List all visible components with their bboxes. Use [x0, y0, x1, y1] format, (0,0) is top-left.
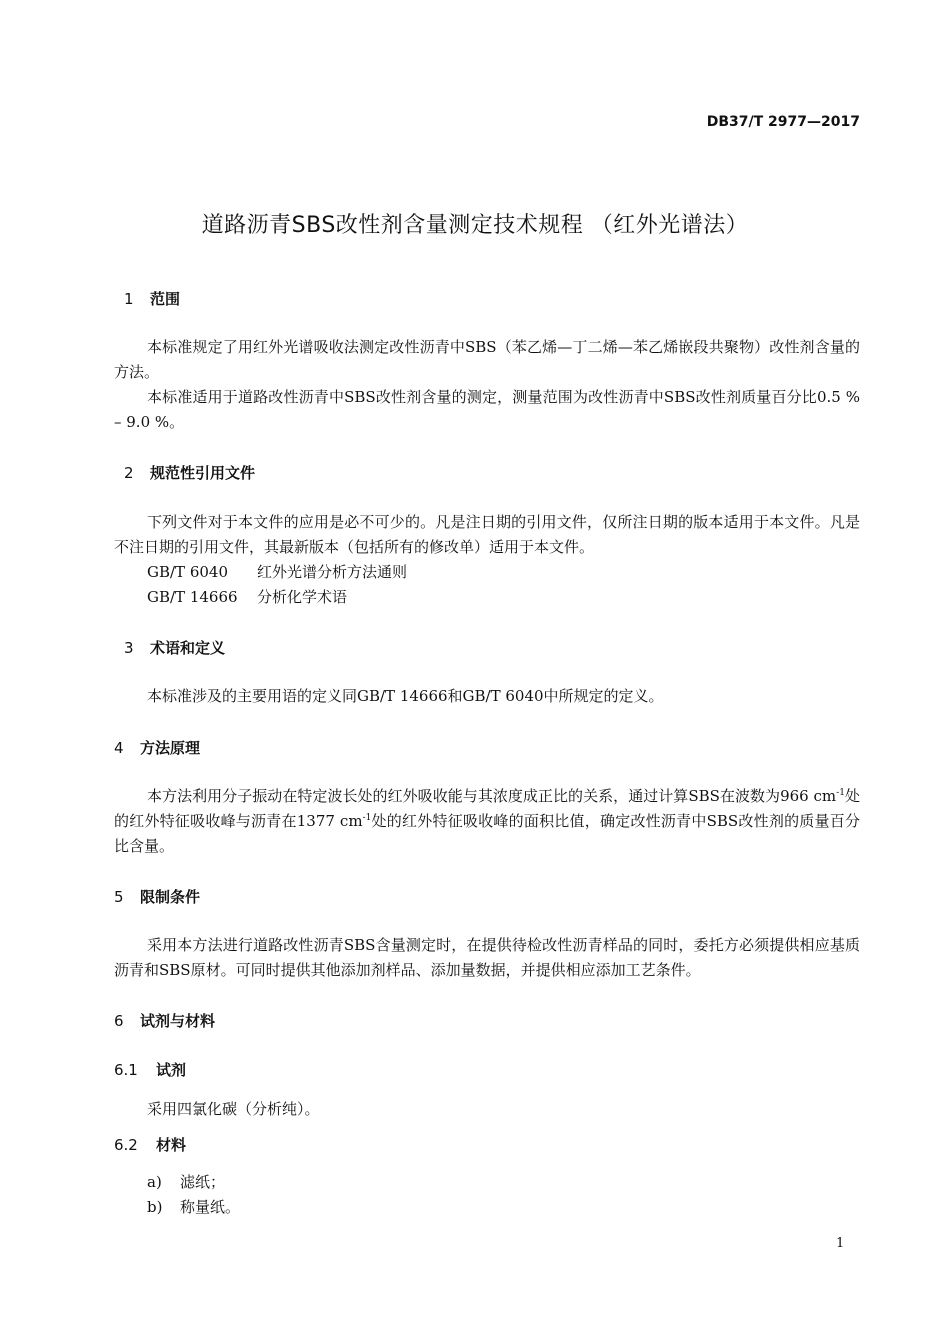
reference-item: [147, 585, 347, 610]
section-1-paragraph-1: 本标准规定了用红外光谱吸收法测定改性沥青中SBS（苯乙烯—丁二烯—苯乙烯嵌段共聚物）改性剂含量的方法。: [114, 338, 860, 381]
section-number: 4: [114, 739, 124, 757]
section-number: 6: [114, 1012, 124, 1030]
principle-text-part-2: 处的红外特征吸收峰与沥青在1377 cm: [114, 787, 860, 830]
reference-title: 分析化学术语: [257, 588, 348, 606]
section-title: 范围: [150, 290, 181, 308]
reference-item: [147, 560, 407, 585]
section-1-paragraph-2: 本标准适用于道路改性沥青中SBS改性剂含量的测定，测量范围为改性沥青中SBS改性剂质量百分比0.5 % – 9.0 %。: [114, 388, 860, 431]
principle-text-part-3: 处的红外特征吸收峰的面积比值，确定改性沥青中SBS改性剂的质量百分比含量。: [114, 812, 860, 855]
superscript: -1: [836, 788, 845, 798]
section-number: 6.1: [114, 1061, 138, 1079]
section-title: 术语和定义: [150, 639, 226, 657]
section-3-paragraph-1: 本标准涉及的主要用语的定义同GB/T 14666和GB/T 6040中所规定的定义。: [147, 687, 664, 705]
section-number: 6.2: [114, 1136, 138, 1154]
section-6-2-heading: [114, 1134, 186, 1155]
page-number: 1: [836, 1236, 845, 1251]
list-item-label: b): [147, 1198, 163, 1216]
section-title: 试剂与材料: [140, 1012, 216, 1030]
section-5-paragraph-1: 采用本方法进行道路改性沥青SBS含量测定时，在提供待检改性沥青样品的同时，委托方必须提供相应基质沥青和SBS原材。可同时提供其他添加剂样品、添加量数据，并提供相应添加工艺条件。: [114, 936, 860, 979]
section-3-heading: [124, 637, 225, 658]
section-title: 材料: [156, 1136, 187, 1154]
section-4-paragraph-1: [114, 784, 860, 859]
section-6-1-heading: [114, 1059, 186, 1080]
section-number: 5: [114, 888, 124, 906]
list-item: [147, 1195, 240, 1220]
section-number: 3: [124, 639, 134, 657]
document-title: 道路沥青SBS改性剂含量测定技术规程 （红外光谱法）: [201, 213, 749, 238]
section-number: 2: [124, 464, 134, 482]
section-5-heading: [114, 886, 200, 907]
section-title: 试剂: [156, 1061, 187, 1079]
list-item: [147, 1170, 225, 1195]
section-6-1-paragraph: 采用四氯化碳（分析纯）。: [147, 1100, 320, 1118]
section-4-heading: [114, 737, 200, 758]
section-title: 方法原理: [140, 739, 201, 757]
principle-text-part-1: 本方法利用分子振动在特定波长处的红外吸收能与其浓度成正比的关系，通过计算SBS在波数为966 cm: [147, 787, 837, 805]
list-item-text: 滤纸；: [180, 1173, 226, 1191]
reference-code: GB/T 14666: [147, 588, 238, 606]
section-1-heading: [124, 288, 180, 309]
reference-title: 红外光谱分析方法通则: [257, 563, 408, 581]
section-title: 限制条件: [140, 888, 201, 906]
superscript: -1: [362, 813, 372, 823]
section-title: 规范性引用文件: [150, 464, 256, 482]
reference-code: GB/T 6040: [147, 563, 229, 581]
section-2-heading: [124, 462, 255, 483]
section-number: 1: [124, 290, 134, 308]
list-item-text: 称量纸。: [180, 1198, 241, 1216]
section-6-heading: [114, 1010, 215, 1031]
standard-code: DB37/T 2977—2017: [706, 114, 860, 130]
section-2-paragraph-1: 下列文件对于本文件的应用是必不可少的。凡是注日期的引用文件，仅所注日期的版本适用于本文件。凡是不注日期的引用文件，其最新版本（包括所有的修改单）适用于本文件。: [114, 513, 860, 556]
list-item-label: a): [147, 1173, 162, 1191]
